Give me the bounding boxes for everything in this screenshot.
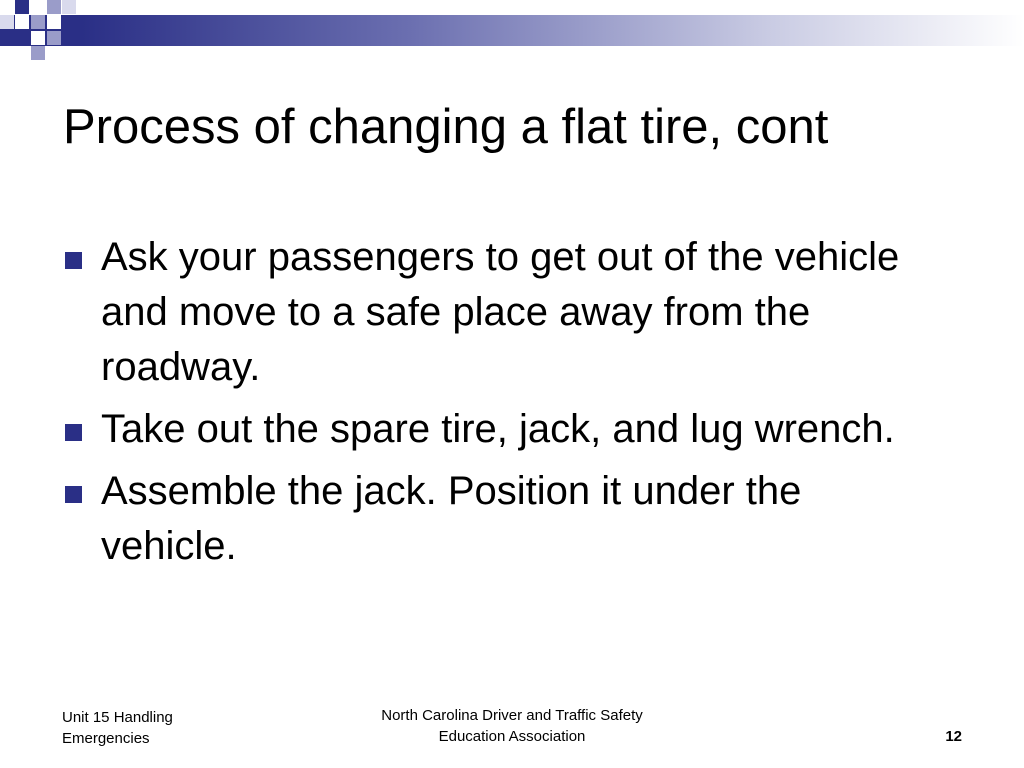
slide-title: Process of changing a flat tire, cont: [63, 100, 829, 154]
bullet-item: [63, 402, 943, 457]
footer-unit-line: Unit 15 Handling: [62, 709, 173, 726]
header-gradient-band: [0, 15, 1024, 46]
decorative-square: [62, 0, 76, 14]
square-bullet-icon: [65, 424, 82, 441]
decorative-square: [15, 31, 29, 45]
decorative-square: [0, 15, 14, 29]
decorative-square: [31, 15, 45, 29]
decorative-square: [47, 31, 61, 45]
decorative-square: [47, 15, 61, 29]
footer-unit-label: [62, 707, 232, 749]
decorative-square: [15, 0, 29, 14]
decorative-square: [31, 46, 45, 60]
bullet-item: [63, 230, 943, 395]
footer-organization-line: Education Association: [438, 728, 586, 745]
footer-unit-line: Emergencies: [62, 730, 150, 747]
footer-organization-line: North Carolina Driver and Traffic Safety: [381, 707, 643, 724]
bullet-text: Ask your passengers to get out of the vehicle and move to a safe place away from the roadway.: [101, 235, 900, 389]
decorative-square: [15, 15, 29, 29]
square-bullet-icon: [65, 252, 82, 269]
footer-organization: [342, 705, 682, 747]
bullet-list: [63, 230, 943, 581]
decorative-square: [47, 0, 61, 14]
bullet-text: Take out the spare tire, jack, and lug wrench.: [101, 407, 895, 451]
page-number: 12: [945, 728, 962, 745]
square-bullet-icon: [65, 486, 82, 503]
bullet-item: [63, 464, 943, 574]
bullet-text: Assemble the jack. Position it under the vehicle.: [101, 469, 802, 568]
decorative-square: [31, 31, 45, 45]
